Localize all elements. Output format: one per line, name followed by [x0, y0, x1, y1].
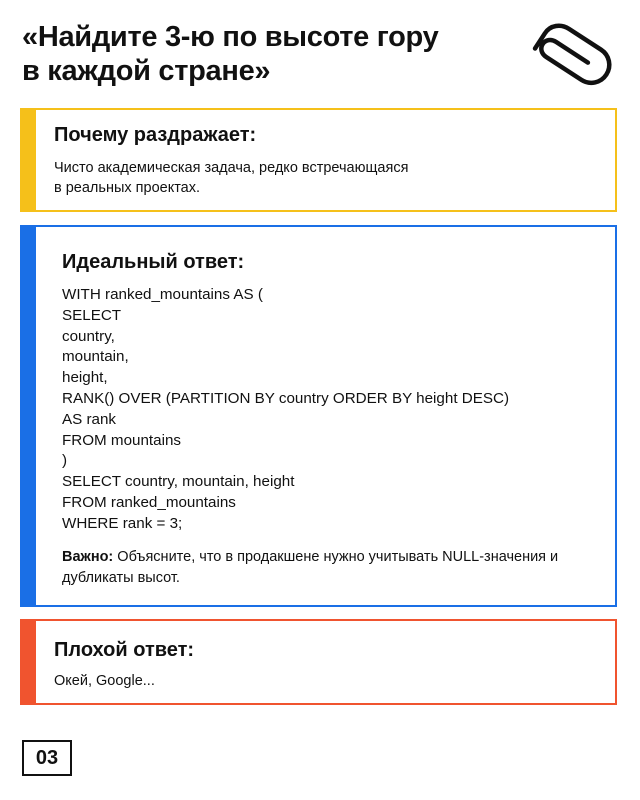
page-title	[22, 20, 438, 88]
code-line: SELECT country, mountain, height	[62, 473, 295, 491]
code-line: mountain,	[62, 348, 129, 366]
bad-answer-text: Окей, Google...	[54, 673, 155, 689]
code-line: FROM ranked_mountains	[62, 493, 236, 511]
why-annoying-heading: Почему раздражает:	[54, 124, 257, 146]
why-annoying-text-line-1: Чисто академическая задача, редко встречающаяся	[54, 160, 409, 176]
code-line: country,	[62, 327, 115, 345]
code-line: FROM mountains	[62, 431, 182, 449]
code-line: WHERE rank = 3;	[62, 514, 183, 532]
paperclip-icon	[514, 18, 614, 100]
page-title-line-1: «Найдите 3-ю по высоте гору	[22, 21, 439, 53]
important-note-text: Объясните, что в продакшене нужно учитывать NULL-значения и дубликаты высот.	[62, 549, 559, 586]
code-line: )	[62, 452, 68, 470]
sql-code-block	[62, 285, 509, 535]
code-line: RANK() OVER (PARTITION BY country ORDER BY height DESC)	[62, 389, 510, 407]
card-accent-bar	[22, 110, 36, 210]
bad-answer-card	[20, 619, 617, 705]
bad-answer-heading: Плохой ответ:	[54, 639, 195, 661]
code-line: SELECT	[62, 306, 122, 324]
ideal-answer-heading: Идеальный ответ:	[62, 251, 245, 273]
ideal-answer-card	[20, 225, 617, 607]
code-line: AS rank	[62, 410, 117, 428]
code-line: height,	[62, 369, 108, 387]
code-line: WITH ranked_mountains AS (	[62, 286, 263, 303]
card-accent-bar	[22, 227, 36, 605]
why-annoying-card	[20, 108, 617, 212]
why-annoying-text-line-2: в реальных проектах.	[54, 180, 201, 196]
card-accent-bar	[22, 621, 36, 703]
important-note-label: Важно:	[62, 549, 114, 565]
important-note	[62, 547, 592, 589]
why-annoying-text	[54, 158, 408, 198]
page-title-line-2: в каждой стране»	[22, 55, 271, 87]
page-number-badge: 03	[22, 740, 72, 776]
